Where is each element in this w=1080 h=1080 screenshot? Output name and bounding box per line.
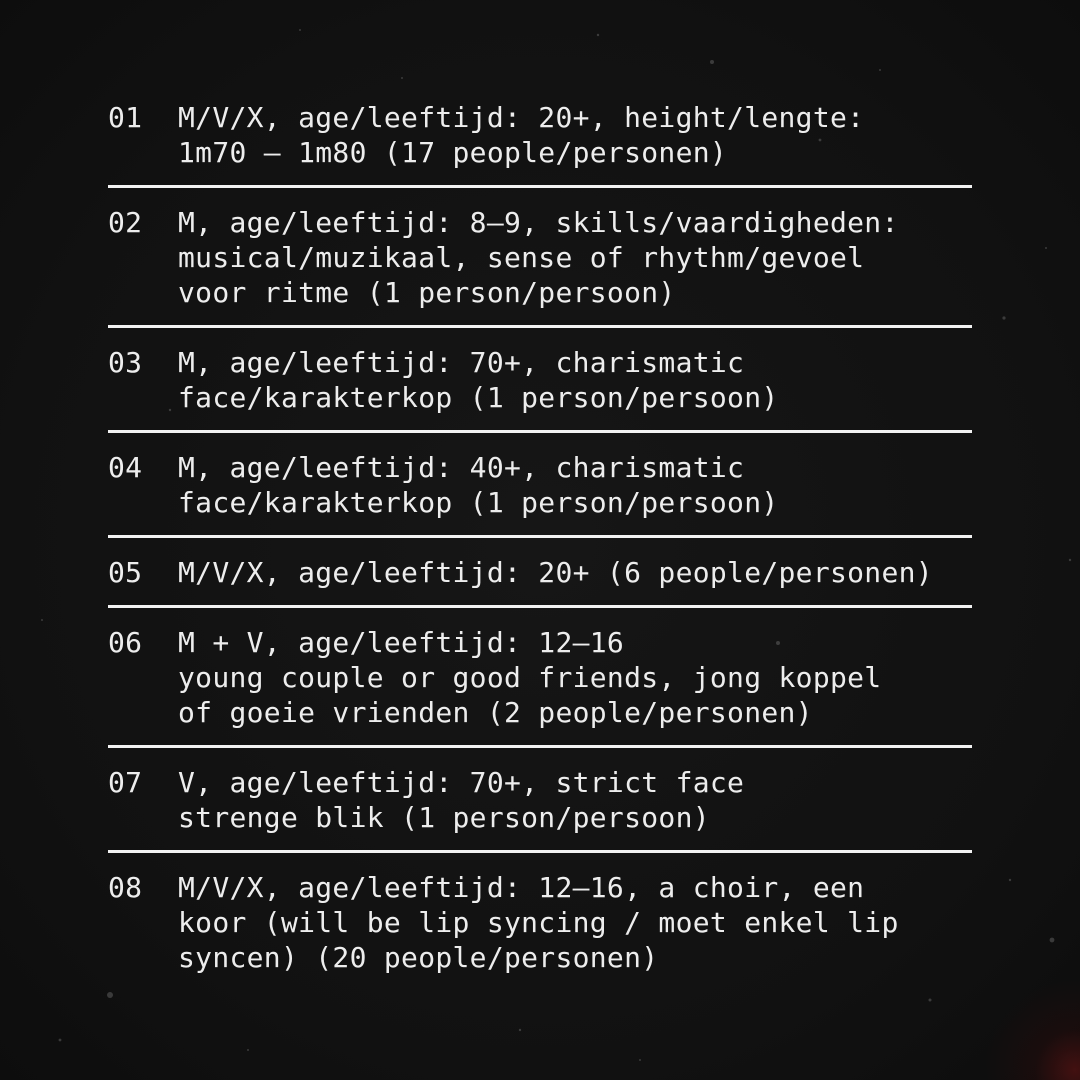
item-number: 07 — [108, 766, 143, 799]
item-description: V, age/leeftijd: 70+, strict face strenge blik (1 person/persoon) — [178, 766, 745, 834]
item-description: M/V/X, age/leeftijd: 12–16, a choir, een koor (will be lip syncing / moet enkel lip syncen) (20 people/personen) — [178, 871, 899, 974]
list-item-07 — [108, 765, 972, 835]
divider — [108, 745, 972, 748]
item-number: 03 — [108, 346, 143, 379]
list-item-06 — [108, 625, 972, 730]
item-description: M, age/leeftijd: 40+, charismatic face/karakterkop (1 person/persoon) — [178, 451, 779, 519]
item-number: 06 — [108, 626, 143, 659]
divider — [108, 605, 972, 608]
list-item-05 — [108, 555, 972, 590]
item-number: 08 — [108, 871, 143, 904]
divider — [108, 850, 972, 853]
item-number: 02 — [108, 206, 143, 239]
divider — [108, 535, 972, 538]
casting-list — [108, 100, 972, 975]
item-number: 05 — [108, 556, 143, 589]
list-item-03 — [108, 345, 972, 415]
divider — [108, 430, 972, 433]
item-description: M/V/X, age/leeftijd: 20+, height/lengte: 1m70 – 1m80 (17 people/personen) — [178, 101, 865, 169]
divider — [108, 325, 972, 328]
item-number: 01 — [108, 101, 143, 134]
item-description: M/V/X, age/leeftijd: 20+ (6 people/personen) — [178, 556, 933, 589]
item-description: M + V, age/leeftijd: 12–16 young couple or good friends, jong koppel of goeie vrienden (2 people/personen) — [178, 626, 882, 729]
list-item-08 — [108, 870, 972, 975]
item-description: M, age/leeftijd: 70+, charismatic face/karakterkop (1 person/persoon) — [178, 346, 779, 414]
list-item-02 — [108, 205, 972, 310]
item-description: M, age/leeftijd: 8–9, skills/vaardigheden: musical/muzikaal, sense of rhythm/gevoel voor ritme (1 person/persoon) — [178, 206, 899, 309]
item-number: 04 — [108, 451, 143, 484]
list-item-01 — [108, 100, 972, 170]
divider — [108, 185, 972, 188]
list-item-04 — [108, 450, 972, 520]
